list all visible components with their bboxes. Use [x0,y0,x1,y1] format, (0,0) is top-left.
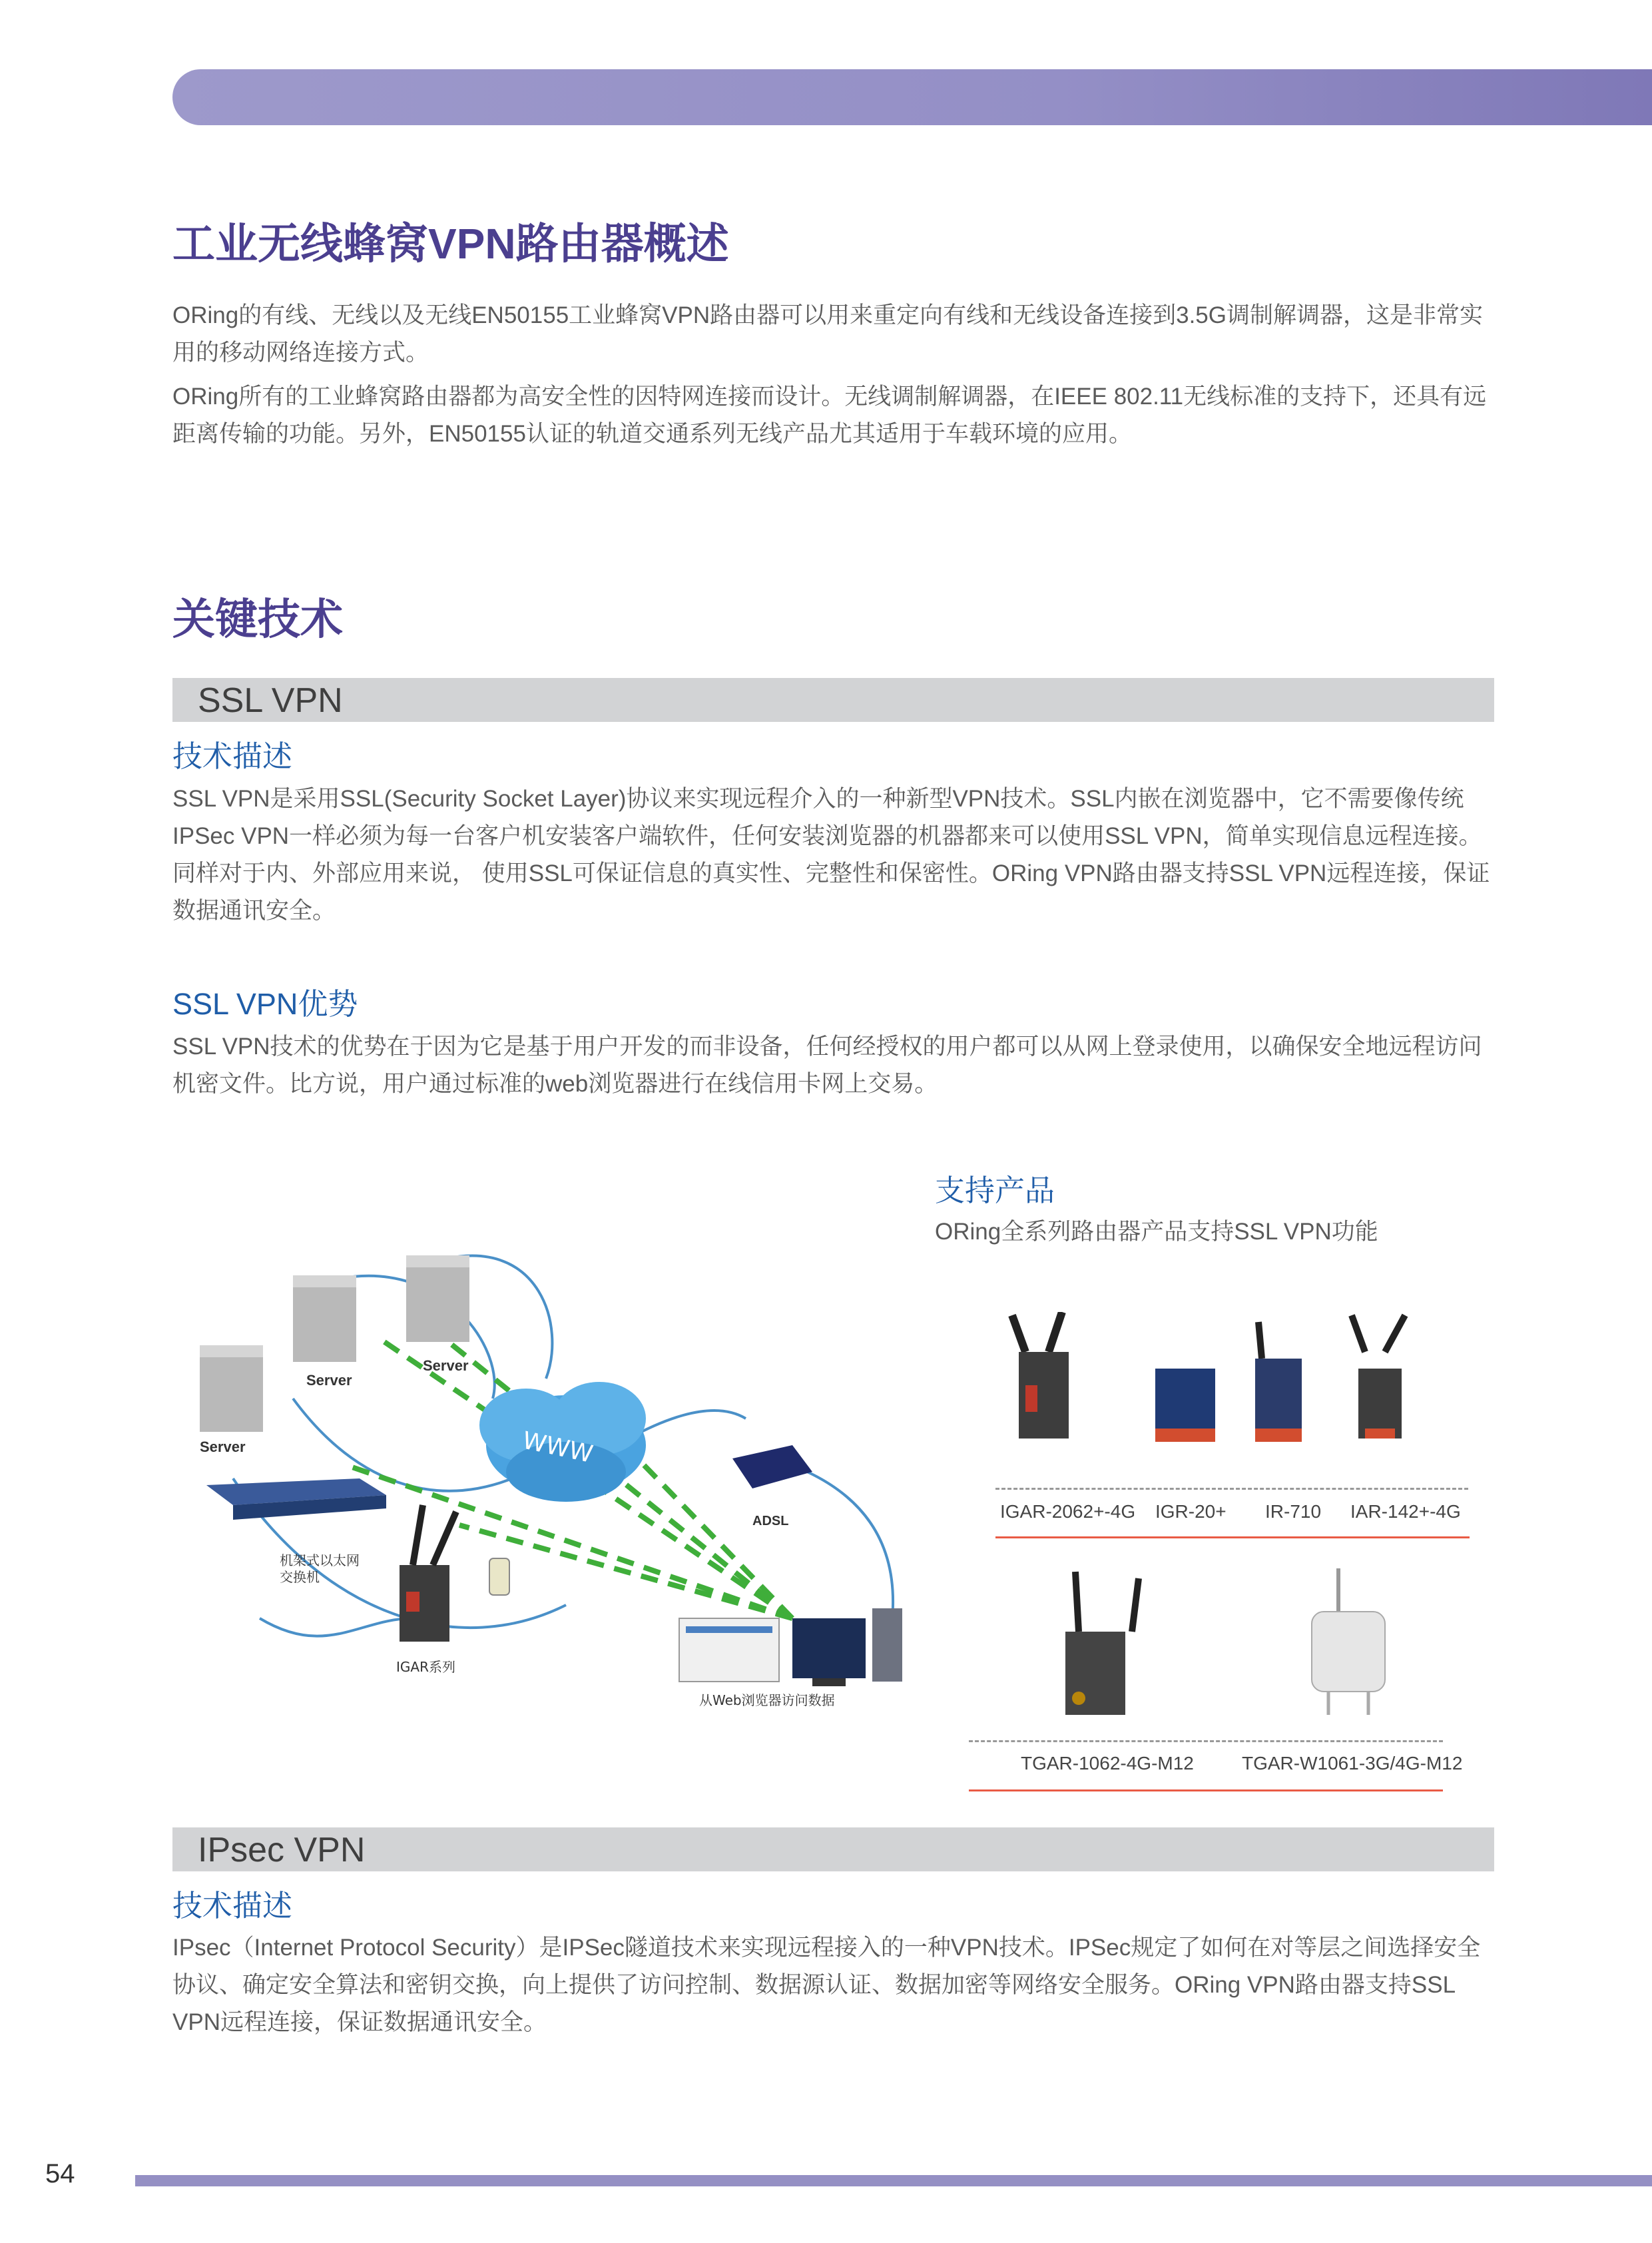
ssl-adv-text: SSL VPN技术的优势在于因为它是基于用户开发的而非设备，任何经授权的用户都可以从网上登录使用，以确保安全地远程访问机密文件。比方说，用户通过标准的web浏览器进行在线信用卡网上交易。 [172,1034,1482,1097]
server-label-3: Server [423,1357,469,1374]
row1-dashed-line [995,1488,1468,1490]
product-label: IR-710 [1265,1501,1322,1522]
product-label: IGAR-2062+-4G [1000,1501,1136,1522]
support-text: ORing全系列路由器产品支持SSL VPN功能 [935,1219,1378,1245]
ssl-vpn-network-diagram [193,1245,916,1712]
adsl-label: ADSL [752,1514,789,1528]
row2-red-line [969,1789,1443,1791]
header-bar [172,69,1652,125]
product-images-row2 [1025,1565,1438,1718]
ipsec-desc-title: 技术描述 [172,1889,293,1923]
page-number: 54 [45,2159,75,2188]
ssl-adv-title: SSL VPN优势 [172,987,358,1021]
router-icon [1065,1572,1139,1715]
overview-para-1: ORing的有线、无线以及无线EN50155工业蜂窝VPN路由器可以用来重定向有线和无线设备连接到3.5G调制解调器，这是非常实用的移动网络连接方式。 [172,302,1484,366]
ipsec-desc-text: IPsec（Internet Protocol Security）是IPSec隧道技术来实现远程接入的一种VPN技术。IPSec规定了如何在对等层之间选择安全协议、确定安全算法和密钥交换，向上提供了访问控制、数据源认证、数据加密等网络安全服务。ORing VPN路由器支持SSL VPN远程连接，保证数据通讯安全。 [172,1935,1481,2035]
ssl-desc-title: 技术描述 [172,739,293,773]
server-icon [200,1255,469,1432]
router-icon [1352,1315,1405,1439]
router-icon [1012,1312,1069,1439]
product-label: TGAR-1062-4G-M12 [1021,1753,1194,1773]
overview-title: 工业无线蜂窝VPN路由器概述 [172,220,729,268]
row2-dashed-line [969,1740,1443,1742]
web-access-label: 从Web浏览器访问数据 [699,1692,835,1708]
product-label: IGR-20+ [1155,1501,1227,1522]
overview-para-2: ORing所有的工业蜂窝路由器都为高安全性的因特网连接而设计。无线调制解调器，在IEEE 802.11无线标准的支持下，还具有远距离传输的功能。另外，EN50155认证的轨道交通系列无线产品尤其适用于车载环境的应用。 [172,384,1487,447]
router-icon [1255,1322,1302,1442]
footer-bar [135,2175,1652,2186]
www-label: WWW [519,1427,595,1468]
ipsec-vpn-band-label: IPsec VPN [198,1831,366,1869]
ipsec-vpn-band [172,1827,1494,1871]
support-title: 支持产品 [935,1173,1055,1207]
igar-router-icon [400,1505,456,1642]
ssl-vpn-band-label: SSL VPN [198,681,343,720]
key-tech-title: 关键技术 [172,595,343,643]
product-label: IAR-142+-4G [1350,1501,1461,1522]
adsl-modem-icon [732,1445,812,1488]
server-label-1: Server [200,1439,246,1455]
server-label-2: Server [306,1372,352,1389]
product-images-row1 [999,1312,1465,1462]
igar-label: IGAR系列 [396,1659,455,1675]
row1-red-line [995,1536,1470,1538]
product-label: TGAR-W1061-3G/4G-M12 [1242,1753,1463,1773]
router-icon [1312,1568,1385,1715]
ssl-vpn-band [172,678,1494,722]
router-icon [1155,1369,1215,1442]
phone-icon [489,1558,509,1595]
ssl-desc-text: SSL VPN是采用SSL(Security Socket Layer)协议来实现远程介入的一种新型VPN技术。SSL内嵌在浏览器中，它不需要像传统IPSec VPN一样必须为每一台客户机安装客户端软件，任何安装浏览器的机器都来可以使用SSL VPN，简单实现信息远程连接。同样对于内、外部应用来说， 使用SSL可保证信息的真实性、完整性和保密性。ORing VPN路由器支持SSL VPN远程连接，保证数据通讯安全。 [172,786,1490,924]
switch-label-line2: 交换机 [280,1569,320,1585]
ethernet-switch-icon [206,1478,386,1520]
switch-label-line1: 机架式以太网 [280,1552,360,1568]
